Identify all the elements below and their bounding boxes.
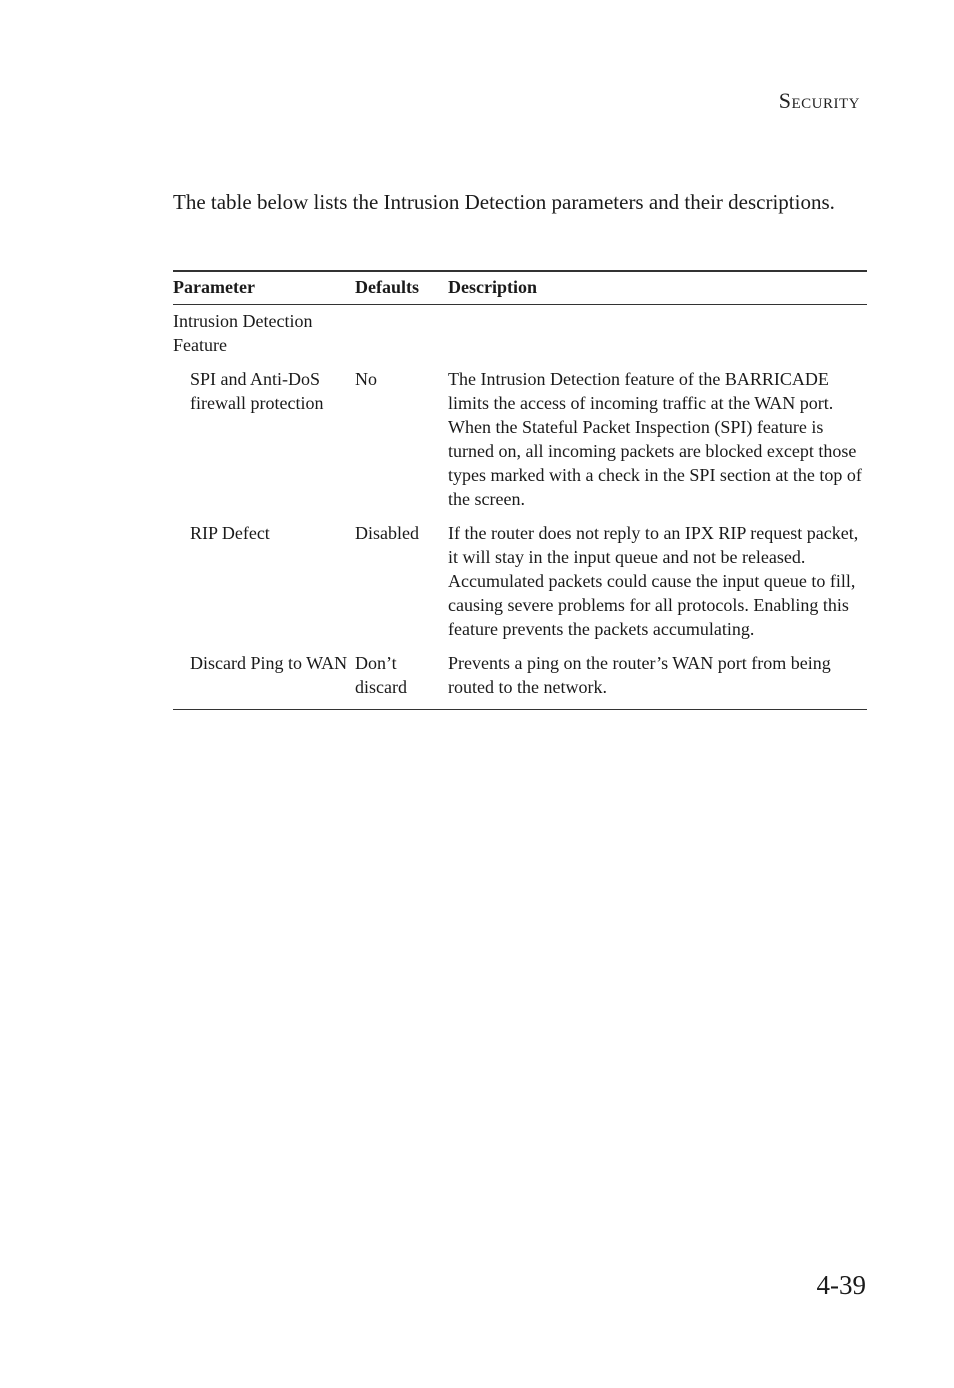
description-cell: Prevents a ping on the router’s WAN port from being routed to the network. [448, 653, 831, 697]
table-group-row [173, 305, 867, 368]
table-row [173, 651, 867, 710]
column-header-parameter: Parameter [173, 277, 255, 297]
group-default-cell [355, 305, 448, 368]
column-header-description: Description [448, 277, 537, 297]
default-cell: Don’t discard [355, 653, 407, 697]
table-header-row [173, 271, 867, 305]
default-cell: No [355, 369, 377, 389]
table-row [173, 521, 867, 651]
column-header-defaults: Defaults [355, 277, 419, 297]
page-number: 4-39 [816, 1270, 866, 1300]
parameter-cell: SPI and Anti-DoS firewall protection [190, 369, 324, 413]
parameter-cell: Discard Ping to WAN [190, 653, 348, 673]
description-cell: The Intrusion Detection feature of the BARRICADE limits the access of incoming traffic at the WAN port. When the Stateful Packet Inspection (SPI) feature is turned on, all incoming packets are blocked except those types marked with a check in the SPI section at the top of the screen. [448, 369, 862, 509]
table-row [173, 367, 867, 521]
intro-paragraph: The table below lists the Intrusion Detection parameters and their descriptions. [173, 190, 835, 214]
parameter-cell: RIP Defect [190, 523, 270, 543]
running-header: Security [778, 88, 860, 113]
intrusion-detection-table [173, 270, 867, 710]
default-cell: Disabled [355, 523, 419, 543]
group-description-cell [448, 305, 867, 368]
group-label: Intrusion Detection Feature [173, 311, 313, 355]
description-cell: If the router does not reply to an IPX RIP request packet, it will stay in the input queue and not be released. Accumulated packets could cause the input queue to fill, causing severe problems for all protocols. Enabling this feature prevents the packets accumulating. [448, 523, 859, 639]
